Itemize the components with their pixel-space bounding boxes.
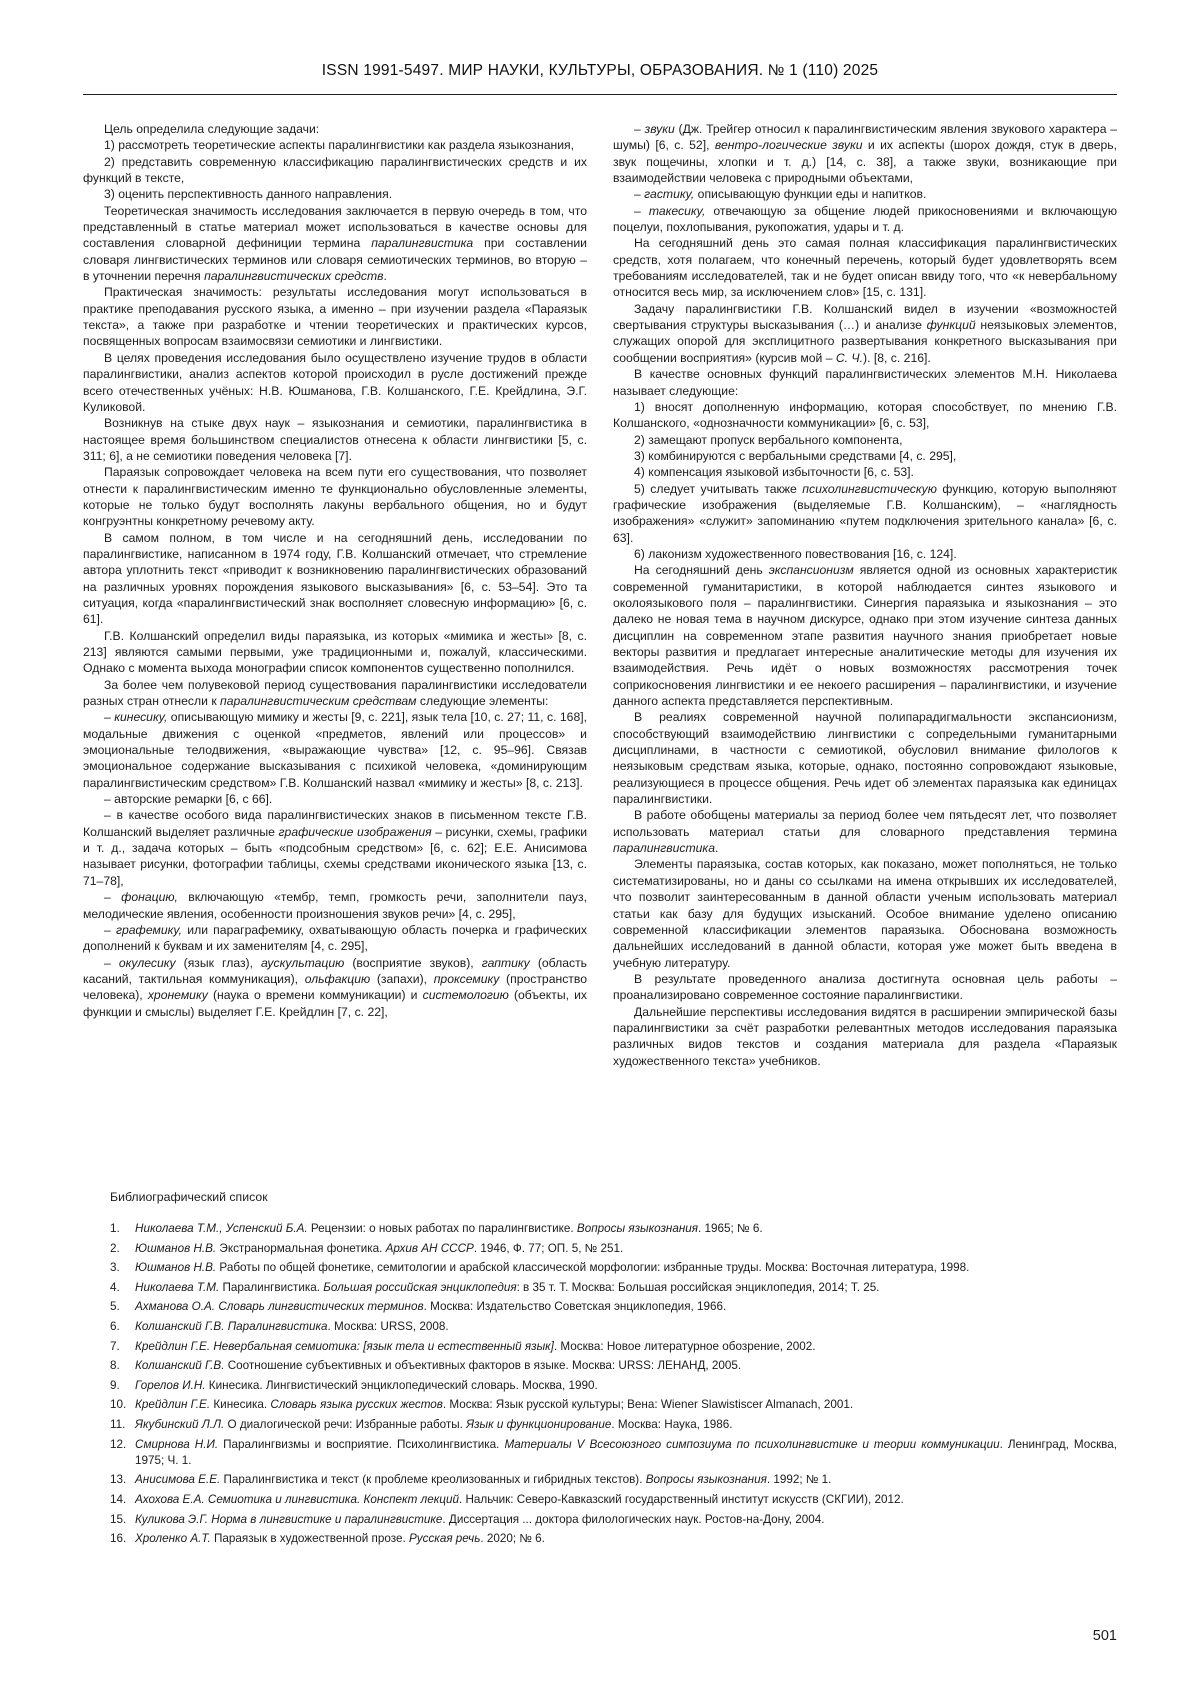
reference-item	[83, 1472, 1117, 1488]
paragraph: 1) рассмотреть теоретические аспекты паралингвистики как раздела языкознания,	[104, 138, 575, 153]
reference-number: 16.	[110, 1532, 127, 1546]
reference-item	[83, 1260, 1117, 1276]
paragraph: 3) комбинируются с вербальными средствами [4, с. 295],	[634, 448, 957, 463]
paragraph: Практическая значимость: результаты исследования могут использоваться в практике преподавания русского языка, а именно – при изучении раздела «Параязык текста», а также при разработке и чтении теоретических и практических курсов, посвященных вопросам взаимосвязи семиотики и лингвистики.	[83, 285, 587, 349]
article-body	[83, 121, 1117, 1179]
paragraph: За более чем полувековой период существования паралингвистики исследователи разных стран отнесли к паралингвистическим средствам следующие элементы:	[83, 677, 587, 709]
paragraph: – кинесику, описывающую мимику и жесты [9, с. 221], язык тела [10, с. 27; 11, с. 168], модальные движения с оценкой «предметов, явлений или процессов» и эмоциональные телодвижения, «выражающие чувства» [12, с. 95–96]. Связав эмоциональное содержание высказывания с психикой человека, «доминирующим паралингвистическим средством» Г.В. Колшанский назвал «мимику и жесты» [8, с. 213].	[83, 710, 587, 790]
reference-number: 13.	[110, 1473, 127, 1487]
reference-item	[83, 1358, 1117, 1374]
reference-item	[83, 1339, 1117, 1355]
reference-number: 11.	[110, 1417, 126, 1431]
reference-number: 12.	[110, 1437, 127, 1451]
reference-text: Колшанский Г.В. Соотношение субъективных и объективных факторов в языке. Москва: URSS: ЛЕНАНД, 2005.	[135, 1359, 742, 1373]
reference-text: Крейдлин Г.Е. Невербальная семиотика: [язык тела и естественный язык]. Москва: Новое литературное обозрение, 2002.	[135, 1339, 816, 1353]
reference-number: 4.	[110, 1280, 120, 1294]
paragraph: Цель определила следующие задачи:	[104, 122, 320, 136]
reference-item	[83, 1378, 1117, 1394]
reference-number: 9.	[110, 1378, 120, 1392]
reference-item	[83, 1221, 1117, 1237]
journal-header	[83, 62, 1117, 80]
paragraph: 4) компенсация языковой избыточности [6, с. 53].	[634, 465, 914, 480]
reference-item	[83, 1397, 1117, 1413]
paragraph: Элементы параязыка, состав которых, как показано, может пополняться, не только систематизированы, но и даны со ссылками на имена открывших их исследователей, что позволит заинтересованным в данной области ученым использовать материал статьи как базу для будущих изысканий. Особое внимание уделено описанию современной классификации элементов параязыка. Обоснована возможность дальнейших исследований в данной области, которая уже может быть введена в учебную литературу.	[613, 857, 1117, 970]
paragraph: – графемику, или параграфемику, охватывающую область почерка и графических дополнений к буквам и их заменителям [4, с. 295],	[83, 922, 587, 954]
paragraph: Теоретическая значимость исследования заключается в первую очередь в том, что представленный в статье материал может использоваться в качестве основы для составления словарной дефиниции термина паралингвистика при составлении словаря лингвистических терминов или словаря семиотических терминов, во вторую – в уточнении перечня паралингвистических средств.	[83, 203, 587, 284]
reference-text: Смирнова Н.И. Паралингвизмы и восприятие. Психолингвистика. Материалы V Всесоюзного симпозиума по психолингвистике и теории коммуникации. Ленинград, Москва, 1975; Ч. 1.	[135, 1437, 1118, 1467]
reference-number: 10.	[110, 1398, 127, 1412]
reference-text: Горелов И.Н. Кинесика. Лингвистический энциклопедический словарь. Москва, 1990.	[135, 1378, 598, 1392]
paragraph: 2) представить современную классификацию паралингвистических средств и их функций в тексте,	[83, 154, 587, 186]
reference-text: Колшанский Г.В. Паралингвистика. Москва: URSS, 2008.	[135, 1319, 449, 1333]
reference-item	[83, 1280, 1117, 1296]
reference-text: Якубинский Л.Л. О диалогической речи: Избранные работы. Язык и функционирование. Москва: Наука, 1986.	[135, 1417, 733, 1431]
reference-item	[83, 1512, 1117, 1528]
paragraph: В качестве основных функций паралингвистических элементов М.Н. Николаева называет следующие:	[613, 367, 1117, 398]
reference-item	[83, 1492, 1117, 1508]
paragraph: В результате проведенного анализа достигнута основная цель работы – проанализировано современное состояние паралингвистики.	[613, 971, 1117, 1003]
paragraph: В работе обобщены материалы за период более чем пятьдесят лет, что позволяет использовать материал статьи для словарного представления термина паралингвистика.	[613, 808, 1117, 856]
paragraph: – авторские ремарки [6, с 66].	[104, 792, 273, 807]
paragraph: 5) следует учитывать также психолингвистическую функцию, которую выполняют графические изображения (выделяемые Г.В. Колшанским), – «наглядность изображения» «служит» запоминанию «путем подключения зрительного канала» [6, с. 63].	[613, 481, 1117, 545]
paragraph: Г.В. Колшанский определил виды параязыка, из которых «мимика и жесты» [8, с. 213] являются самыми первыми, уже традиционными и, пожалуй, классическими. Однако с момента выхода монографии список компонентов существенно пополнился.	[83, 628, 587, 676]
header-rule	[83, 94, 1117, 95]
reference-number: 2.	[110, 1241, 120, 1255]
reference-text: Куликова Э.Г. Норма в лингвистике и паралингвистике. Диссертация ... доктора филологических наук. Ростов-на-Дону, 2004.	[135, 1512, 825, 1526]
article-right-column	[613, 121, 1117, 1179]
bibliography-title: Библиографический список	[110, 1190, 268, 1204]
paragraph: – звуки (Дж. Трейгер относил к паралингвистическим явления звукового характера – шумы) [6, с. 52], вентро-логические звуки и их аспекты (шорох дождя, стук в дверь, звук пощечины, хлопки и т. д.) [14, с. 38], а также звуки, возникающие при взаимодействии человека с природными объектами,	[613, 122, 1117, 186]
paragraph: В самом полном, в том числе и на сегодняшний день, исследовании по паралингвистике, написанном в 1974 году, Г.В. Колшанский отмечает, что стремление автора уплотнить текст «приводит к возникновению паралингвистических образований на различных уровнях порождения языкового высказывания» [6, с. 53–54]. Это та ситуация, когда «паралингвистический знак восполняет словесную информацию» [6, с. 61].	[83, 530, 587, 627]
reference-item	[83, 1319, 1117, 1335]
reference-number: 1.	[110, 1222, 120, 1235]
paragraph: – фонацию, включающую «тембр, темп, громкость речи, заполнители пауз, мелодические явления, особенности произношения звуков речи» [4, с. 295],	[83, 890, 587, 921]
reference-text: Юшманов Н.В. Экстранормальная фонетика. Архив АН СССР. 1946, Ф. 77; ОП. 5, № 251.	[135, 1241, 624, 1255]
reference-item	[83, 1299, 1117, 1315]
bibliography-section	[83, 1190, 1117, 1551]
paragraph: На сегодняшний день это самая полная классификация паралингвистических средств, хотя полагаем, что конечный перечень, который будет удовлетворять всем требованиям исследователей, так и не будет описан ввиду того, что «к невербальному относится весь мир, за исключением слов» [15, с. 131].	[613, 236, 1117, 300]
paragraph: – окулесику (язык глаз), аускультацию (восприятие звуков), гаптику (область касаний, тактильная коммуникация), ольфакцию (запахи), проксемику (пространство человека), хронемику (наука о времени коммуникации) и системологию (объекты, их функции и смыслы) выделяет Г.Е. Крейдлин [7, с. 22],	[83, 955, 588, 1019]
reference-item	[83, 1531, 1117, 1547]
paragraph: Дальнейшие перспективы исследования видятся в расширении эмпирической базы паралингвистики за счёт разработки релевантных методов исследования параязыка различных видов текстов и создания материала для раздела «Параязык художественного текста» учебников.	[613, 1004, 1117, 1068]
journal-header-text: ISSN 1991-5497. МИР НАУКИ, КУЛЬТУРЫ, ОБРАЗОВАНИЯ. № 1 (110) 2025	[321, 62, 879, 79]
article-left-column	[83, 121, 587, 1179]
reference-item	[83, 1437, 1117, 1469]
paragraph: – гастику, описывающую функции еды и напитков.	[634, 187, 927, 202]
paragraph: В целях проведения исследования было осуществлено изучение трудов в области паралингвистики, анализ аспектов которой происходил в русле достижений прежде всего отечественных учёных: Н.В. Юшманова, Г.В. Колшанского, Г.Е. Крейдлина, Э.Г. Куликовой.	[83, 350, 587, 414]
paragraph: 3) оценить перспективность данного направления.	[104, 187, 393, 202]
reference-number: 6.	[110, 1319, 120, 1333]
reference-number: 15.	[110, 1512, 127, 1526]
reference-number: 14.	[110, 1492, 127, 1506]
paragraph: – в качестве особого вида паралингвистических знаков в письменном тексте Г.В. Колшанский выделяет различные графические изображения – рисунки, схемы, графики и т. д., задача которых – быть «подсобным средством» [6, с. 62]; Е.Е. Анисимова называет рисунки, фотографии таблицы, схемы средствами иконического языка [13, с. 71–78],	[83, 808, 588, 888]
paragraph: 6) лаконизм художественного повествования [16, с. 124].	[634, 546, 957, 561]
reference-text: Ахманова О.А. Словарь лингвистических терминов. Москва: Издательство Советская энциклопедия, 1966.	[135, 1300, 727, 1314]
reference-number: 8.	[110, 1359, 120, 1373]
paragraph: В реалиях современной научной полипарадигмальности экспансионизм, способствующий взаимодействию лингвистики с сопредельными гуманитарными дисциплинами, в частности с семиотикой, обусловил внимание филологов к неязыковым средствам языка, которые, однако, постоянно сопровождают языковые, реализующиеся в процессе общения. Речь идет об элементах параязыка как единицах паралингвистики.	[613, 710, 1117, 807]
reference-list	[83, 1221, 1117, 1547]
paragraph: 2) замещают пропуск вербального компонента,	[634, 432, 903, 447]
reference-text: Крейдлин Г.Е. Кинесика. Словарь языка русских жестов. Москва: Язык русской культуры; Вена: Wiener Slawistiscer Almanach, 2001.	[135, 1398, 854, 1412]
reference-text: Юшманов Н.В. Работы по общей фонетике, семитологии и арабской классической морфологии: избранные труды. Москва: Восточная литература, 1998.	[135, 1261, 970, 1275]
reference-text: Хроленко А.Т. Параязык в художественной прозе. Русская речь. 2020; № 6.	[135, 1532, 545, 1546]
reference-text: Николаева Т.М., Успенский Б.А. Рецензии: о новых работах по паралингвистике. Вопросы языкознания. 1965; № 6.	[135, 1222, 763, 1235]
paragraph: Возникнув на стыке двух наук – языкознания и семиотики, паралингвистика в настоящее время большинством специалистов отнесена к области лингвистики [5, с. 311; 6], а не семиотики поведения человека [7].	[83, 416, 587, 463]
reference-number: 5.	[110, 1300, 120, 1314]
page-number: 501	[1092, 1628, 1117, 1644]
paragraph: Параязык сопровождает человека на всем пути его существования, что позволяет отнести к паралингвистическим именно те функционально обусловленные элементы, которые не только будут восполнять лакуны вербального общения, но и будут конгруэнтны конкретному речевому акту.	[83, 465, 587, 529]
reference-number: 3.	[110, 1261, 120, 1275]
paragraph: – такесику, отвечающую за общение людей прикосновениями и включающую поцелуи, похлопывания, рукопожатия, удары и т. д.	[613, 203, 1117, 235]
reference-item	[83, 1241, 1117, 1257]
paragraph: 1) вносят дополненную информацию, которая способствует, по мнению Г.В. Колшанского, «однозначности коммуникации» [6, с. 53],	[613, 399, 1117, 431]
reference-text: Ахохова Е.А. Семиотика и лингвистика. Конспект лекций. Нальчик: Северо-Кавказский государственный институт искусств (СКГИИ), 2012.	[135, 1492, 904, 1506]
reference-number: 7.	[110, 1339, 120, 1353]
reference-text: Николаева Т.М. Паралингвистика. Большая российская энциклопедия: в 35 т. Т. Москва: Большая российская энциклопедия, 2014; Т. 25.	[135, 1280, 880, 1294]
paragraph: На сегодняшний день экспансионизм является одной из основных характеристик современной гуманитаристики, в которой наблюдается синтез языкового и околоязыкового поля – паралингвистики. Синергия параязыка и языкознания – это далеко не новая тема в научном дискурсе, однако при этом изучение синтеза данных дисциплин на современном этапе развития научного знания приобретает новые векторы развития и предлагает интересные аналитические методы для изучения их взаимодействия. Речь идёт о новых возможностях рассмотрения точек соприкосновения лингвистики и ее некоего расширения – паралингвистики, и изучение данного аспекта представляется перспективным.	[613, 563, 1117, 709]
reference-item	[83, 1417, 1117, 1433]
paragraph: Задачу паралингвистики Г.В. Колшанский видел в изучении «возможностей свертывания структуры высказывания (…) и анализе функций неязыковых элементов, служащих опорой для эксплицитного развертывания конкретного высказывания при сообщении восприятия» (курсив мой – С. Ч.). [8, с. 216].	[613, 301, 1117, 365]
reference-text: Анисимова Е.Е. Паралингвистика и текст (к проблеме креолизованных и гибридных текстов). Вопросы языкознания. 1992; № 1.	[135, 1473, 832, 1487]
